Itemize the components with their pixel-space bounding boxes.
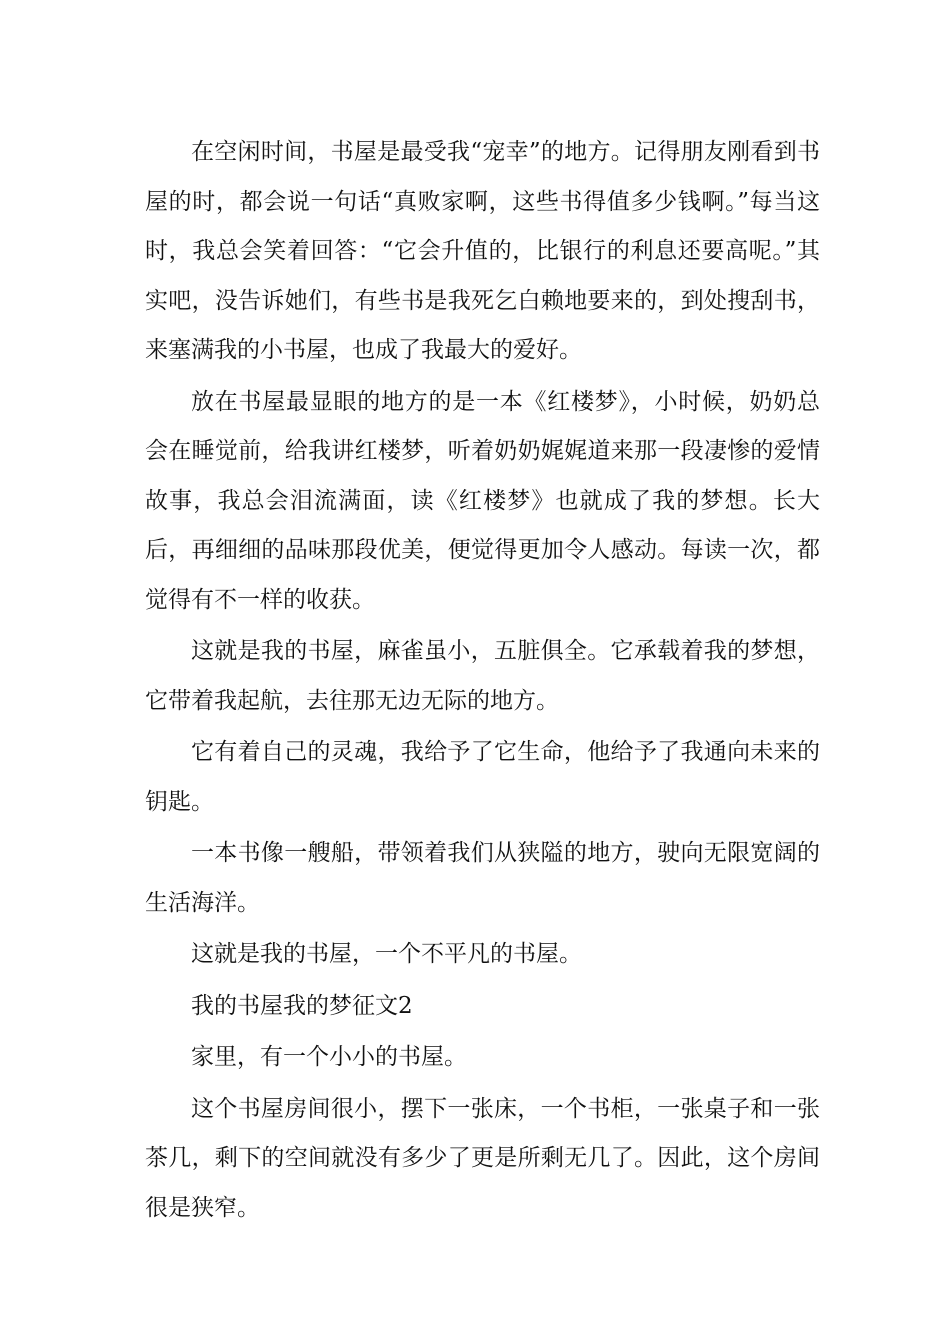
paragraph-4: 它有着自己的灵魂，我给予了它生命，他给予了我通向未来的钥匙。 [145, 739, 820, 815]
paragraph-7: 家里，有一个小小的书屋。 [191, 1044, 467, 1070]
paragraph-6: 这就是我的书屋，一个不平凡的书屋。 [191, 941, 582, 967]
paragraph-3: 这就是我的书屋，麻雀虽小，五脏俱全。它承载着我的梦想，它带着我起航，去往那无边无际的地方。 [145, 638, 820, 714]
paragraph-8: 这个书屋房间很小，摆下一张床，一个书柜，一张桌子和一张茶几，剩下的空间就没有多少了更是所剩无几了。因此，这个房间很是狭窄。 [145, 1095, 820, 1221]
paragraph-5: 一本书像一艘船，带领着我们从狭隘的地方，驶向无限宽阔的生活海洋。 [145, 840, 820, 916]
document-body [145, 128, 820, 1233]
paragraph-1: 在空闲时间，书屋是最受我“宠幸”的地方。记得朋友刚看到书屋的时，都会说一句话“真败家啊，这些书得值多少钱啊。”每当这时，我总会笑着回答：“它会升值的，比银行的利息还要高呢。”其实吧，没告诉她们，有些书是我死乞白赖地要来的，到处搜刮书，来塞满我的小书屋，也成了我最大的爱好。 [145, 139, 820, 363]
paragraph-2: 放在书屋最显眼的地方的是一本《红楼梦》，小时候，奶奶总会在睡觉前，给我讲红楼梦，听着奶奶娓娓道来那一段凄惨的爱情故事，我总会泪流满面，读《红楼梦》也就成了我的梦想。长大后，再细细的品味那段优美，便觉得更加令人感动。每读一次，都觉得有不一样的收获。 [145, 388, 820, 613]
section-heading: 我的书屋我的梦征文2 [191, 992, 413, 1019]
